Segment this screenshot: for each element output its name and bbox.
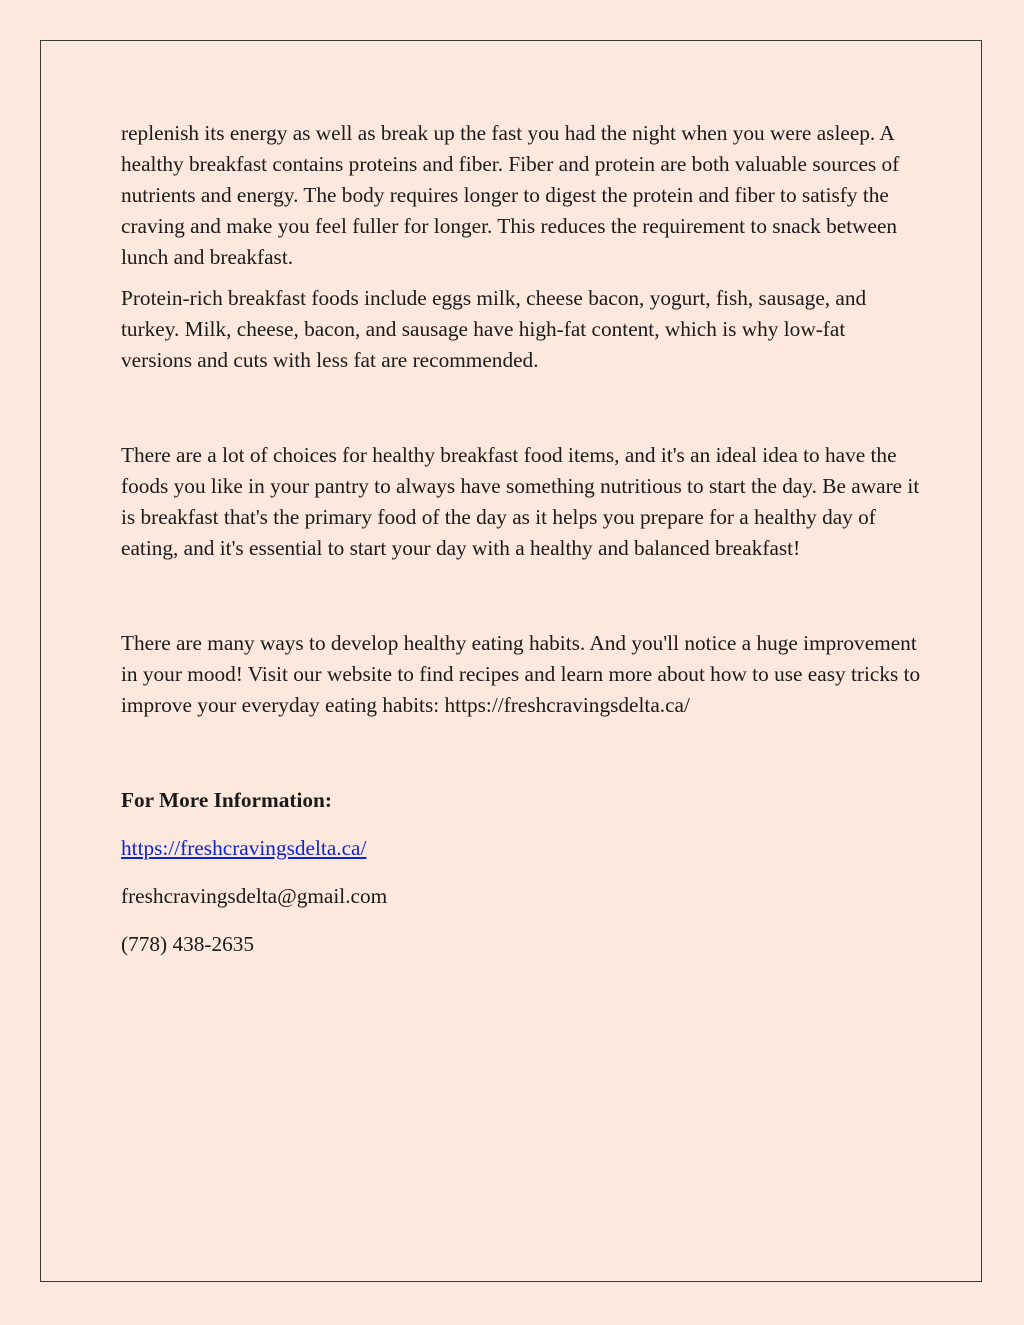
paragraph-protein-foods: Protein-rich breakfast foods include eggs milk, cheese bacon, yogurt, fish, sausage, and turkey. Milk, cheese, bacon, and sausage have high-fat content, which is why low-fat versions and cuts with less fat are recommended. bbox=[121, 286, 867, 372]
email-address: freshcravingsdelta@gmail.com bbox=[121, 884, 388, 908]
website-line bbox=[121, 833, 921, 864]
paragraph-eating-habits: There are many ways to develop healthy eating habits. And you'll notice a huge improvement in your mood! Visit our website to find recipes and learn more about how to use easy tricks to improve your everyday eating habits: https://freshcravingsdelta.ca/ bbox=[121, 631, 921, 717]
paragraph-breakfast-energy: replenish its energy as well as break up the fast you had the night when you were asleep. A healthy breakfast contains proteins and fiber. Fiber and protein are both valuable sources of nutrients and energy. The body requires longer to digest the protein and fiber to satisfy the craving and make you feel fuller for longer. This reduces the requirement to snack between lunch and breakfast. bbox=[121, 121, 900, 269]
contact-heading: For More Information: bbox=[121, 788, 332, 812]
phone-number: (778) 438-2635 bbox=[121, 932, 255, 956]
paragraph-breakfast-choices: There are a lot of choices for healthy breakfast food items, and it's an ideal idea to have the foods you like in your pantry to always have something nutritious to start the day. Be aware it is breakfast that's the primary food of the day as it helps you prepare for a healthy day of eating, and it's essential to start your day with a healthy and balanced breakfast! bbox=[121, 443, 920, 560]
document-body bbox=[121, 118, 921, 977]
website-link[interactable]: https://freshcravingsdelta.ca/ bbox=[121, 836, 367, 860]
